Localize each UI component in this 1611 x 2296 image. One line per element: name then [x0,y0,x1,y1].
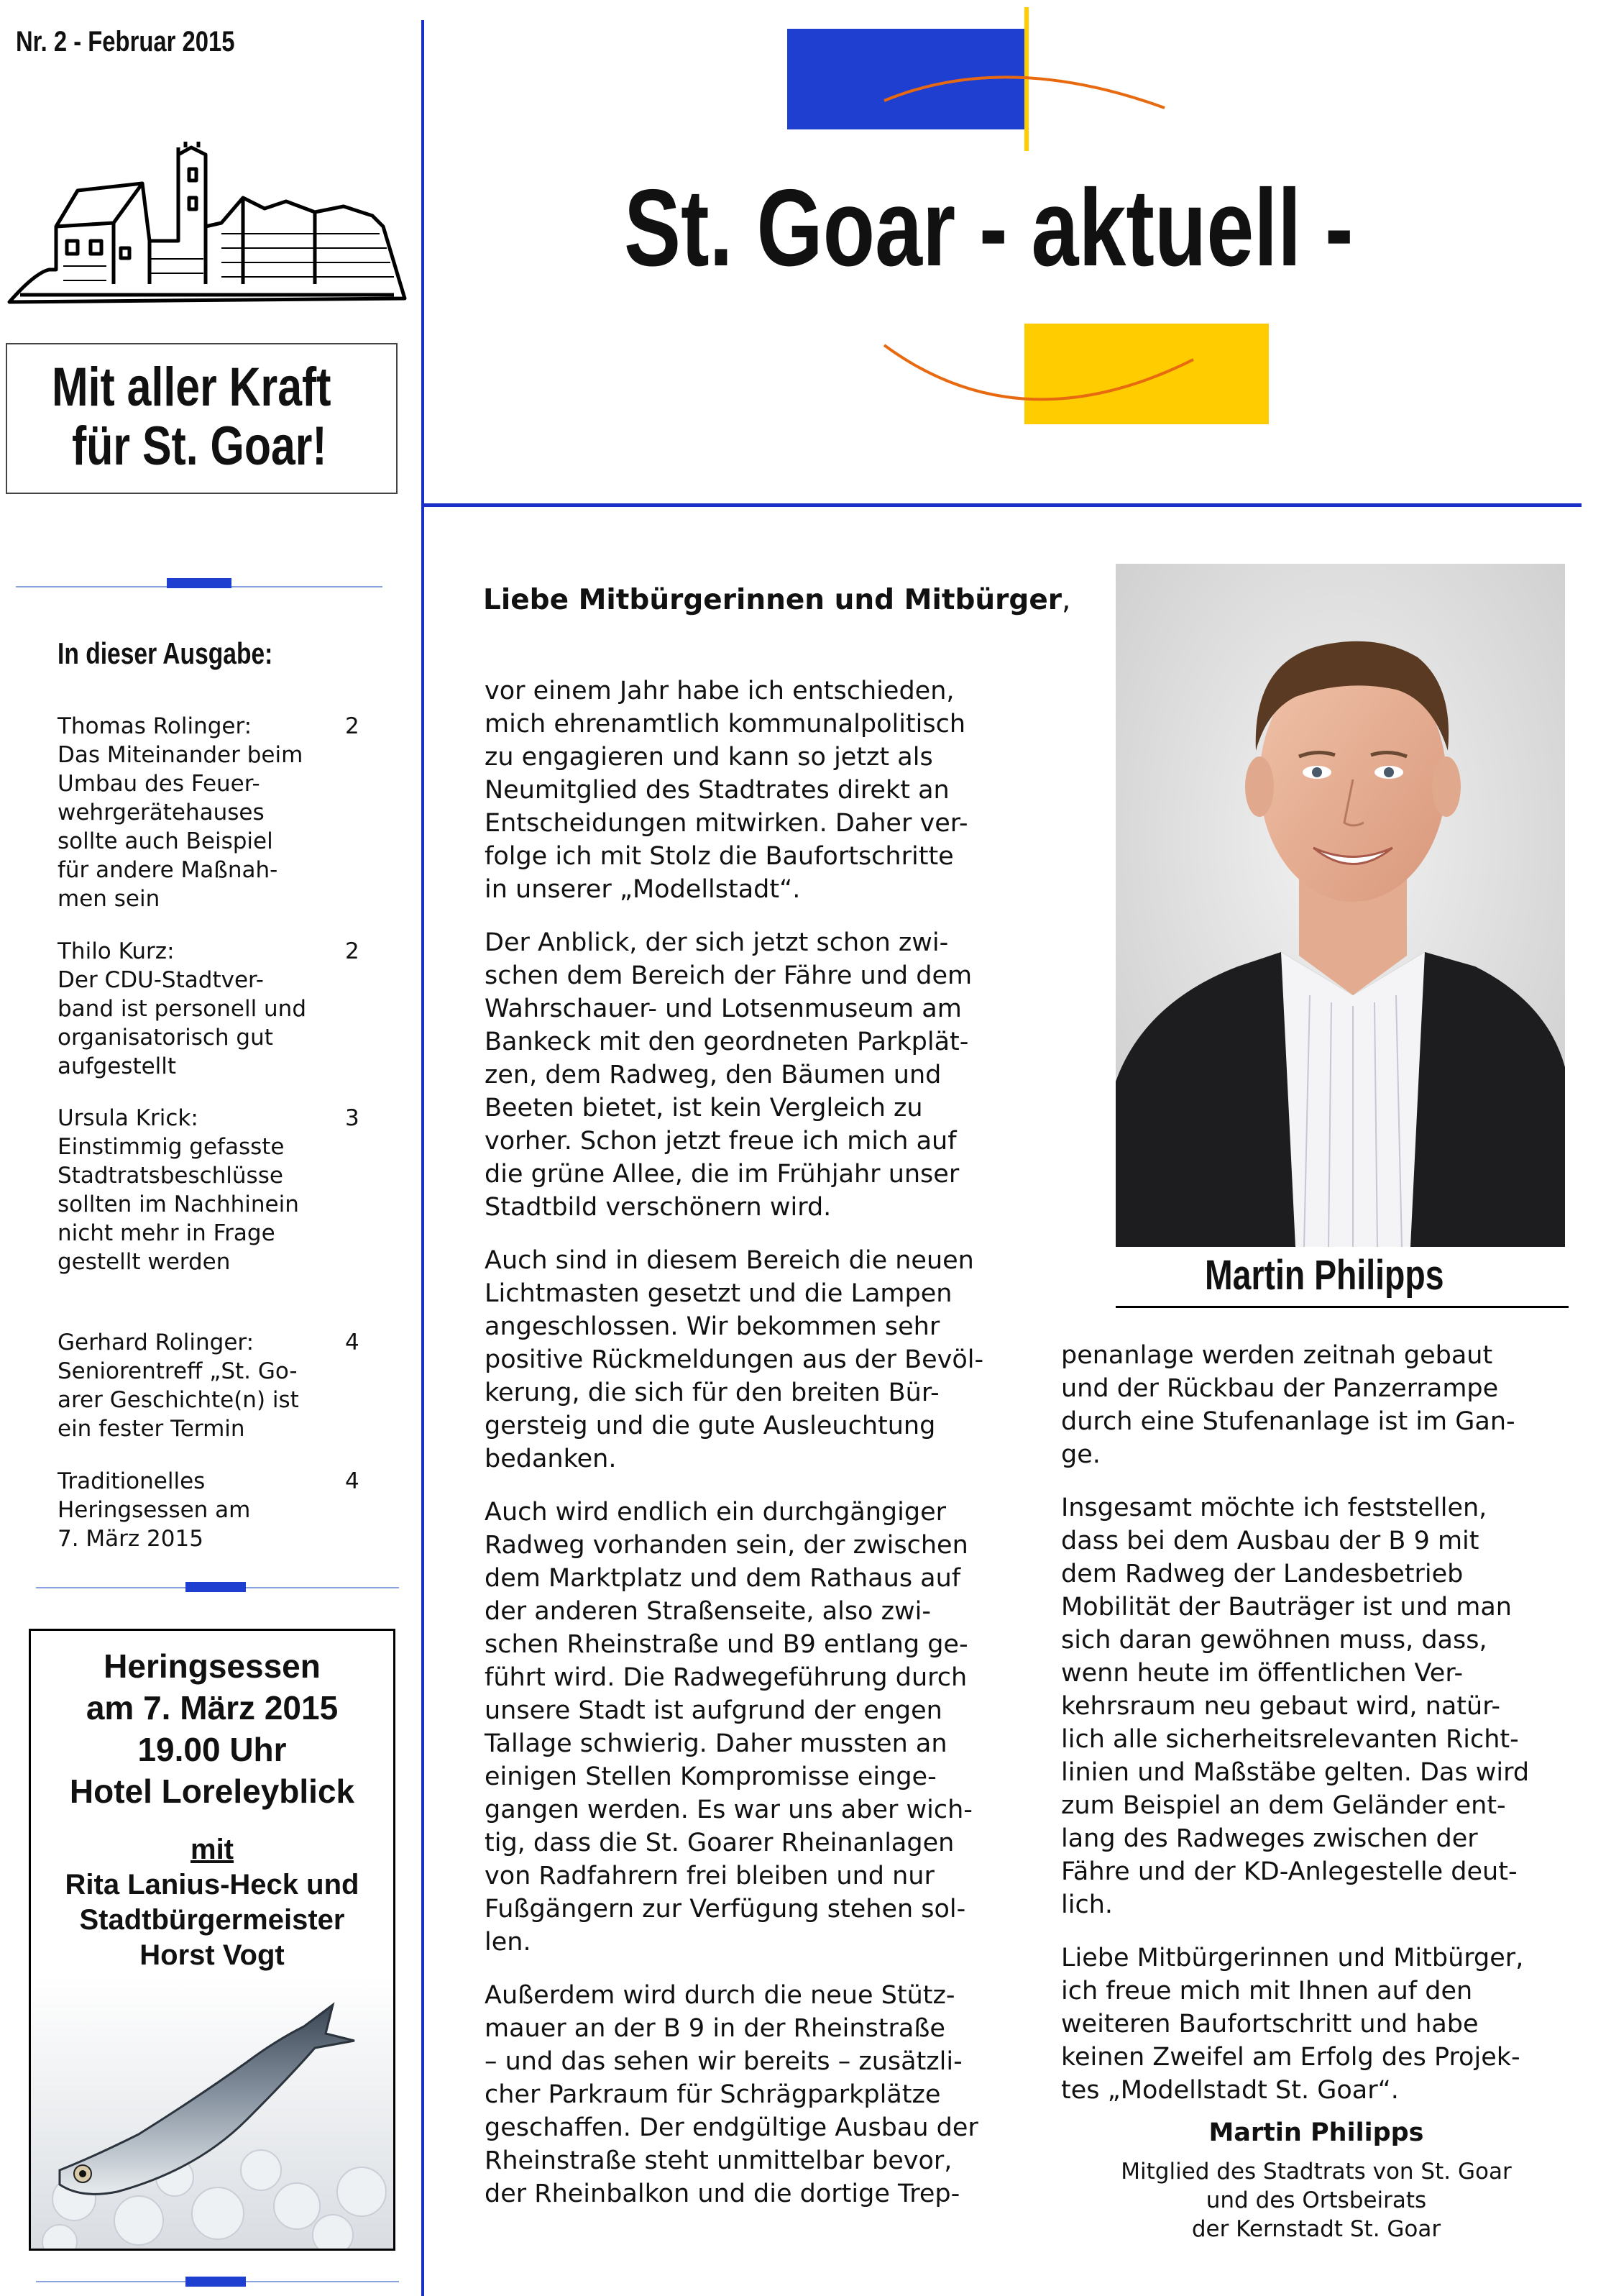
article-paragraph: Auch sind in diesem Bereich die neuen Lichtmasten gesetzt und die Lampen angeschlossen. Wir bekommen sehr positive Rückmeldungen aus der Bevöl- kerung, die sich für den breiten Bür- gersteig und die gute Ausleuchtung bedanken. [485,1246,984,1473]
toc-top-marker [167,578,231,588]
toc-item[interactable] [58,1104,359,1276]
event-guests-line2: Stadtbürgermeister [79,1904,345,1936]
article-paragraph: vor einem Jahr habe ich entschieden, mich ehrenamtlich kommunalpolitisch zu engagieren und kann so jetzt als Neumitglied des Stadtrates direkt an Entscheidungen mitwirken. Daher ver- folge ich mit Stolz die Baufortschritte in unserer „Modellstadt“. [485,677,968,904]
event-guests-line3: Horst Vogt [139,1939,285,1971]
toc-item[interactable] [58,1328,359,1443]
greeting-text: Liebe Mitbürgerinnen und Mitbürger [483,584,1062,616]
article-paragraph: Auch wird endlich ein durchgängiger Radweg vorhanden sein, der zwischen dem Marktplatz und dem Rathaus auf der anderen Straßenseite, also zwi- schen Rheinstraße und B9 entlang ge- führt wird. Die Radwegeführung durch unsere Stadt ist aufgrund der engen Tallage schwierig. Daher mussten an einigen Stellen Kompromisse einge- gangen werden. Es war uns aber wich- tig, dass die St. Goarer Rheinanlagen von Radfahrern frei bleiben und nur Fußgängern zur Verfügung stehen sol- len. [485,1498,973,1957]
vertical-rule [421,20,424,2296]
signature-name: Martin Philipps [1208,2118,1424,2147]
event-date: am 7. März 2015 [86,1689,339,1726]
article-column-2 [1061,1339,1579,2127]
article-greeting [483,584,1070,616]
toc-heading: In dieser Ausgabe: [58,636,273,670]
greeting-comma: , [1062,584,1071,616]
castle-logo [6,140,408,306]
article-paragraph: penanlage werden zeitnah gebaut und der Rückbau der Panzerrampe durch eine Stufenanlage ist im Gan- ge. [1061,1341,1515,1469]
slogan-box [6,343,398,494]
signature-role: Mitglied des Stadtrats von St. Goar und des Ortsbeirats der Kernstadt St. Goar [1121,2159,1512,2242]
article-column-1 [485,674,1031,2231]
toc-bottom-marker [185,1582,246,1592]
toc-item-text: Ursula Krick: Einstimmig gefasste Stadtratsbeschlüsse sollten im Nachhinein nicht mehr in Frage gestellt werden [58,1105,299,1275]
caption-rule [1116,1306,1569,1308]
header-rule [421,503,1582,507]
toc-item-page: 2 [345,938,359,964]
toc-item-text: Thomas Rolinger: Das Miteinander beim Umbau des Feuer- wehrgerätehauses sollte auch Beispiel für andere Maßnah- men sein [58,713,303,912]
article-paragraph: Der Anblick, der sich jetzt schon zwi- schen dem Bereich der Fähre und dem Wahrschauer- und Lotsenmuseum am Bankeck mit den geordneten Parkplät- zen, dem Radweg, den Bäumen und Beeten bietet, ist kein Vergleich zu vorher. Schon jetzt freue ich mich auf die grüne Allee, die im Frühjahr unser Stadtbild verschönern wird. [485,928,973,1222]
article-paragraph: Außerdem wird durch die neue Stütz- mauer an der B 9 in der Rheinstraße – und das sehen wir bereits – zusätzli- cher Parkraum für Schrägparkplätze geschaffen. Der endgültige Ausbau der Rheinstraße steht unmittelbar bevor, der Rheinbalkon und die dortige Trep- [485,1981,978,2208]
slogan-line1: Mit aller Kraft [52,357,331,418]
event-guests-line1: Rita Lanius-Heck und [65,1869,359,1901]
toc-item-text: Thilo Kurz: Der CDU-Stadtver- band ist personell und organisatorisch gut aufgestellt [58,938,307,1079]
event-venue: Hotel Loreleyblick [69,1773,355,1810]
article-paragraph: Liebe Mitbürgerinnen und Mitbürger, ich freue mich mit Ihnen auf den weiteren Baufortschritt und habe keinen Zweifel am Erfolg des Projek- tes „Modellstadt St. Goar“. [1061,1944,1524,2105]
toc-item-page: 3 [345,1105,359,1131]
sidebar-bottom-marker [185,2277,246,2287]
toc-item-text: Gerhard Rolinger: Seniorentreff „St. Go- arer Geschichte(n) ist ein fester Termin [58,1330,299,1442]
event-title: Heringsessen [104,1647,321,1685]
event-time: 19.00 Uhr [137,1731,287,1768]
toc-item-page: 4 [345,1330,359,1355]
toc-item[interactable] [58,712,359,913]
event-mit: mit [191,1834,234,1865]
issue-label: Nr. 2 - Februar 2015 [16,26,235,58]
toc-item-page: 2 [345,713,359,739]
herring-image [31,1976,395,2249]
slogan-line2: für St. Goar! [72,416,327,477]
toc-item[interactable] [58,1467,359,1553]
toc-item-text: Traditionelles Heringsessen am 7. März 2015 [58,1468,251,1552]
toc-item[interactable] [58,937,359,1081]
toc-item-page: 4 [345,1468,359,1494]
event-box [29,1629,395,2251]
portrait-photo [1116,564,1565,1247]
article-paragraph: Insgesamt möchte ich feststellen, dass bei dem Ausbau der B 9 mit dem Radweg der Landesbetrieb Mobilität der Bauträger ist und man sich daran gewöhnen muss, dass, wenn heute im öffentlichen Ver- kehrsraum neu gebaut wird, natür- lich alle sicherheitsrelevanten Richt- linien und Maßstäbe gelten. Das wird zum Beispiel an dem Geländer ent- lang des Radweges zwischen der Fähre und der KD-Anlegestelle deut- lich. [1061,1494,1530,1919]
page-title: St. Goar - aktuell - [624,167,1354,289]
photo-caption: Martin Philipps [1205,1252,1444,1299]
